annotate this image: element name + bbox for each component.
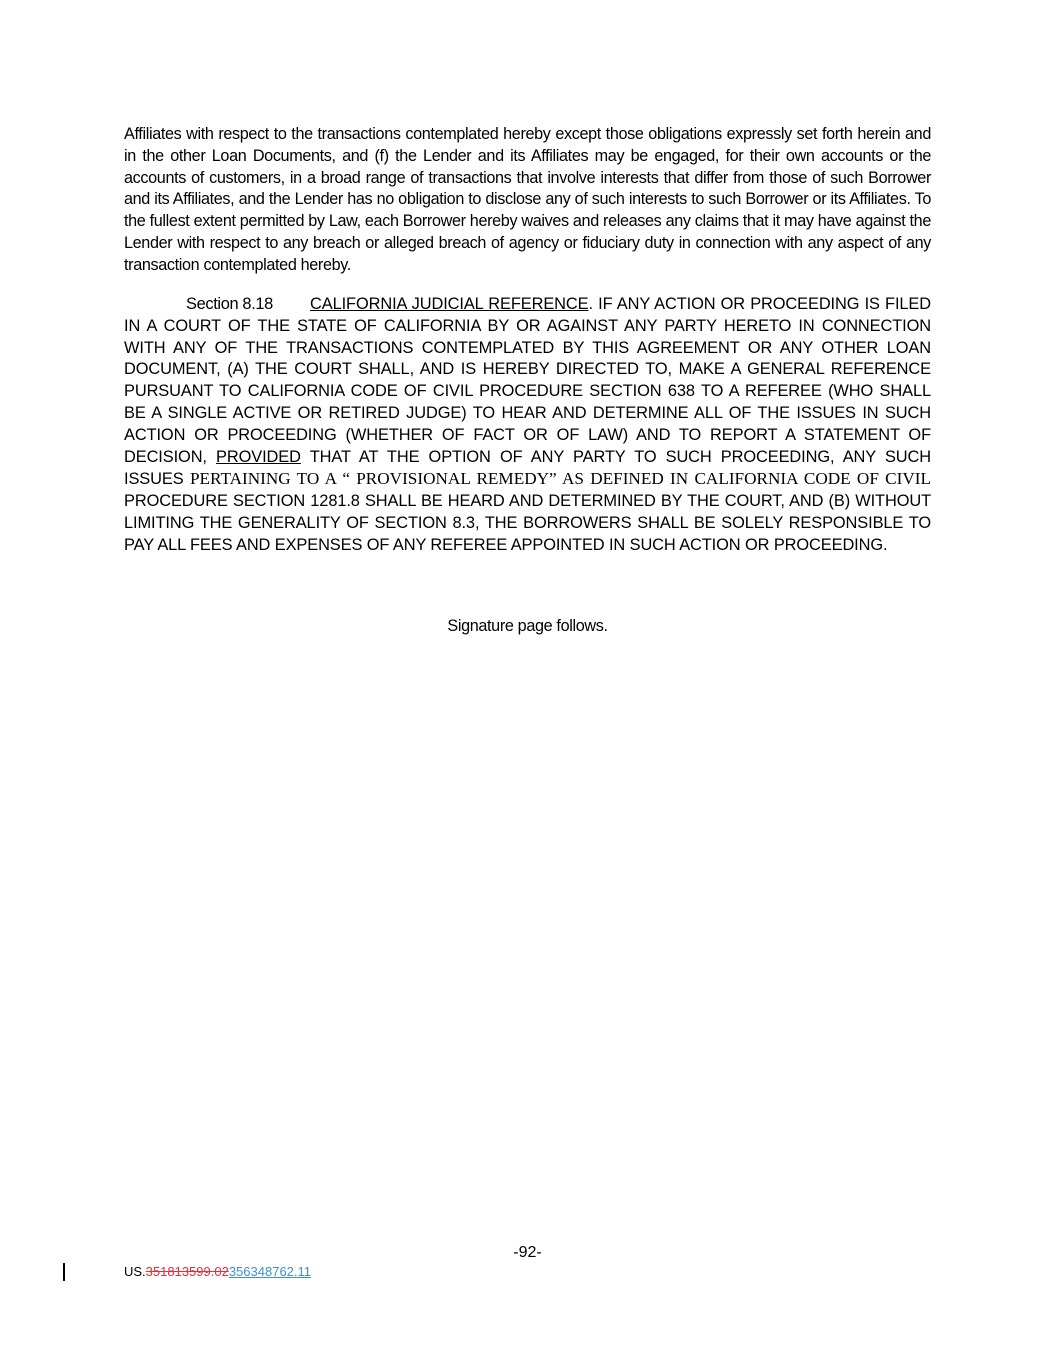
section-heading-period: . <box>588 295 593 313</box>
section-body-part2: THAT AT THE OPTION OF ANY PARTY TO SUCH PROCEEDING, ANY SUCH ISSUES <box>124 447 932 489</box>
section-8-18 <box>124 294 931 557</box>
document-id-inserted: 356348762.11 <box>228 1264 312 1279</box>
section-body-part1: IF ANY ACTION OR PROCEEDING IS FILED IN A COURT OF THE STATE OF CALIFORNIA BY OR AGAINST ANY PARTY HERETO IN CONNECTION WITH ANY OF THE TRANSACTIONS CONTEMPLATED BY THIS AGREEMENT OR ANY OTHER LOAN DOCUMENT, (A) THE COURT SHALL, AND IS HEREBY DIRECTED TO, MAKE A GENERAL REFERENCE PURSUANT TO CALIFORNIA CODE OF CIVIL PROCEDURE SECTION 638 TO A REFEREE (WHO SHALL BE A SINGLE ACTIVE OR RETIRED JUDGE) TO HEAR AND DETERMINE ALL OF THE ISSUES IN SUCH ACTION OR PROCEEDING (WHETHER OF FACT OR OF LAW) AND TO REPORT A STATEMENT OF DECISION, <box>124 295 931 466</box>
signature-page-note: Signature page follows. <box>447 617 608 635</box>
paragraph-affiliates <box>124 124 931 277</box>
section-heading: CALIFORNIA JUDICIAL REFERENCE <box>310 295 589 313</box>
section-body-serif-run: PERTAINING TO A “ PROVISIONAL REMEDY” AS DEFINED IN CALIFORNIA CODE OF CIVIL <box>189 469 931 489</box>
revision-change-bar <box>63 1263 65 1281</box>
document-id-deleted: 351813599.02 <box>145 1264 229 1279</box>
page-number: -92- <box>513 1244 542 1261</box>
paragraph-affiliates-text: Affiliates with respect to the transactions contemplated hereby except those obligations expressly set forth herein and in the other Loan Documents, and (f) the Lender and its Affiliates may be engaged, for their own accounts or the accounts of customers, in a broad range of transactions that involve interests that differ from those of such Borrower and its Affiliates, and the Lender has no obligation to disclose any of such interests to such Borrower or its Affiliates. To the fullest extent permitted by Law, each Borrower hereby waives and releases any claims that it may have against the Lender with respect to any breach or alleged breach of agency or fiduciary duty in connection with any aspect of any transaction contemplated hereby. <box>124 125 931 274</box>
provided-term: PROVIDED <box>216 447 301 466</box>
section-number: Section 8.18 <box>186 295 273 313</box>
document-id-prefix: US. <box>124 1264 146 1279</box>
section-body-part3: PROCEDURE SECTION 1281.8 SHALL BE HEARD AND DETERMINED BY THE COURT, AND (B) WITHOUT LIMITING THE GENERALITY OF SECTION 8.3, THE BORROWERS SHALL BE SOLELY RESPONSIBLE TO PAY ALL FEES AND EXPENSES OF ANY REFEREE APPOINTED IN SUCH ACTION OR PROCEEDING. <box>124 492 931 554</box>
document-id <box>124 1264 311 1279</box>
